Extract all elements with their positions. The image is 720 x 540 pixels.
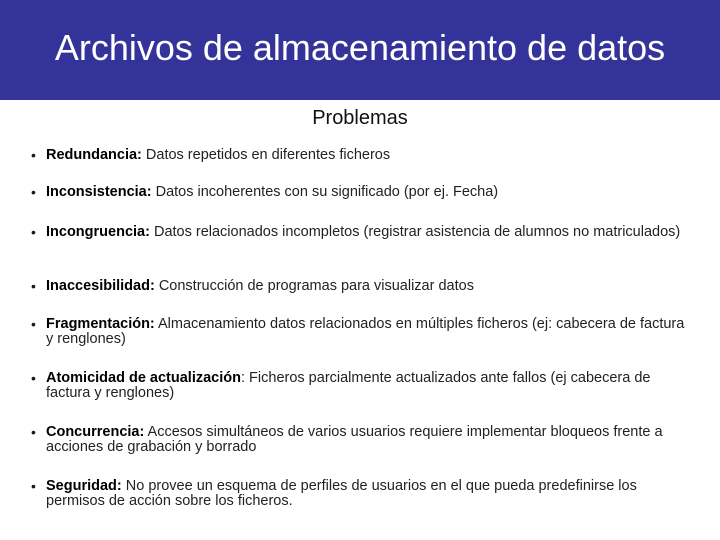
bullet-item-atomicidad: [31, 371, 691, 401]
bullet-item-seguridad: [31, 479, 691, 509]
bullet-term: Inaccesibilidad:: [46, 278, 155, 294]
bullet-term: Seguridad:: [46, 478, 122, 494]
bullet-text: No provee un esquema de perfiles de usuarios en el que pueda predefinirse los permisos de acción sobre los ficheros.: [46, 478, 637, 509]
bullet-term: Redundancia:: [46, 147, 142, 163]
bullet-item-concurrencia: [31, 425, 691, 455]
slide-subtitle: Problemas: [312, 107, 408, 129]
bullet-text: Datos incoherentes con su significado (por ej. Fecha): [151, 184, 499, 200]
bullet-term: Concurrencia:: [46, 424, 145, 440]
bullet-item-inconsistencia: [31, 185, 691, 200]
bullet-term: Inconsistencia:: [46, 184, 152, 200]
bullet-dot: •: [31, 278, 36, 294]
bullet-dot: •: [31, 184, 36, 200]
bullet-dot: •: [31, 147, 36, 163]
bullet-text: : Ficheros parcialmente actualizados ante fallos (ej cabecera de factura y renglones): [46, 370, 651, 401]
bullet-dot: •: [31, 478, 36, 494]
bullet-term: Fragmentación:: [46, 316, 155, 332]
bullet-term: Incongruencia:: [46, 224, 150, 240]
slide-title: Archivos de almacenamiento de datos: [54, 27, 666, 68]
bullet-dot: •: [31, 224, 36, 240]
bullet-text: Construcción de programas para visualizar datos: [154, 278, 474, 294]
bullet-dot: •: [31, 316, 36, 332]
bullet-text: Accesos simultáneos de varios usuarios requiere implementar bloqueos frente a acciones de grabación y borrado: [46, 424, 663, 455]
bullet-text: Almacenamiento datos relacionados en múltiples ficheros (ej: cabecera de factura y renglones): [46, 316, 685, 347]
bullet-dot: •: [31, 370, 36, 386]
bullet-item-redundancia: [31, 148, 691, 163]
bullet-dot: •: [31, 424, 36, 440]
bullet-item-fragmentacion: [31, 317, 691, 347]
bullet-text: Datos repetidos en diferentes ficheros: [141, 147, 391, 163]
bullet-item-inaccesibilidad: [31, 279, 691, 294]
bullet-term: Atomicidad de actualización: [46, 370, 241, 386]
bullet-item-incongruencia: [31, 225, 691, 240]
bullet-text: Datos relacionados incompletos (registrar asistencia de alumnos no matriculados): [149, 224, 681, 240]
title-bar: [0, 0, 720, 100]
